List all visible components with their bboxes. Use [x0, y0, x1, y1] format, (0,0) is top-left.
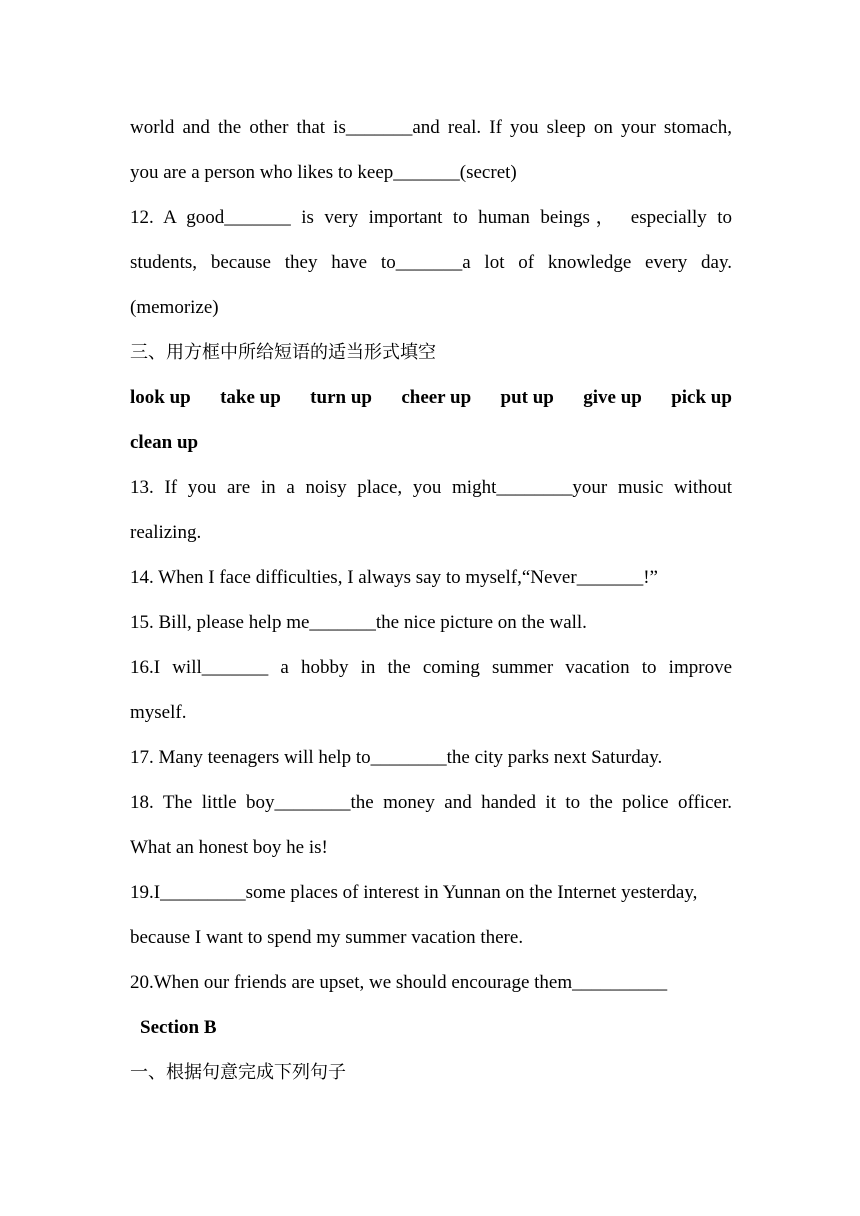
question-13-line-2: realizing. [130, 522, 202, 543]
question-16-line-2: myself. [130, 702, 187, 723]
text-line-2: you are a person who likes to keep_______(secret) [130, 162, 517, 183]
question-20: 20.When our friends are upset, we should encourage them__________ [130, 972, 668, 993]
question-15: 15. Bill, please help me_______the nice picture on the wall. [130, 612, 587, 633]
phrase-clean-up: clean up [130, 432, 199, 453]
phrase-turn-up: turn up [310, 387, 372, 408]
phrase-put-up: put up [500, 387, 554, 408]
question-18-line-2: What an honest boy he is! [130, 837, 328, 858]
phrase-take-up: take up [220, 387, 281, 408]
question-13-line-1: 13. If you are in a noisy place, you might________your music without [130, 477, 732, 498]
phrase-cheer-up: cheer up [401, 387, 472, 408]
question-18-line-1: 18. The little boy________the money and handed it to the police officer. [130, 792, 732, 813]
question-12-line-1: 12. A good_______ is very important to human beings， especially to [130, 207, 732, 228]
phrase-look-up: look up [130, 387, 191, 408]
question-16-line-1: 16.I will_______ a hobby in the coming summer vacation to improve [130, 657, 732, 678]
phrase-give-up: give up [583, 387, 642, 408]
document-page [130, 105, 732, 1095]
question-14: 14. When I face difficulties, I always say to myself,“Never_______!” [130, 567, 658, 588]
section-3-heading: 三、用方框中所给短语的适当形式填空 [130, 342, 436, 363]
question-19-line-2: because I want to spend my summer vacation there. [130, 927, 524, 948]
section-b-part-1-heading: 一、根据句意完成下列句子 [130, 1062, 346, 1083]
question-17: 17. Many teenagers will help to________the city parks next Saturday. [130, 747, 663, 768]
question-12-line-3: (memorize) [130, 297, 219, 318]
text-line-1: world and the other that is_______and real. If you sleep on your stomach, [130, 117, 732, 138]
section-b-heading: Section B [140, 1017, 217, 1038]
question-19-line-1: 19.I_________some places of interest in Yunnan on the Internet yesterday, [130, 882, 698, 903]
phrase-box [130, 375, 732, 420]
phrase-pick-up: pick up [671, 387, 732, 408]
question-12-line-2: students, because they have to_______a lot of knowledge every day. [130, 252, 732, 273]
